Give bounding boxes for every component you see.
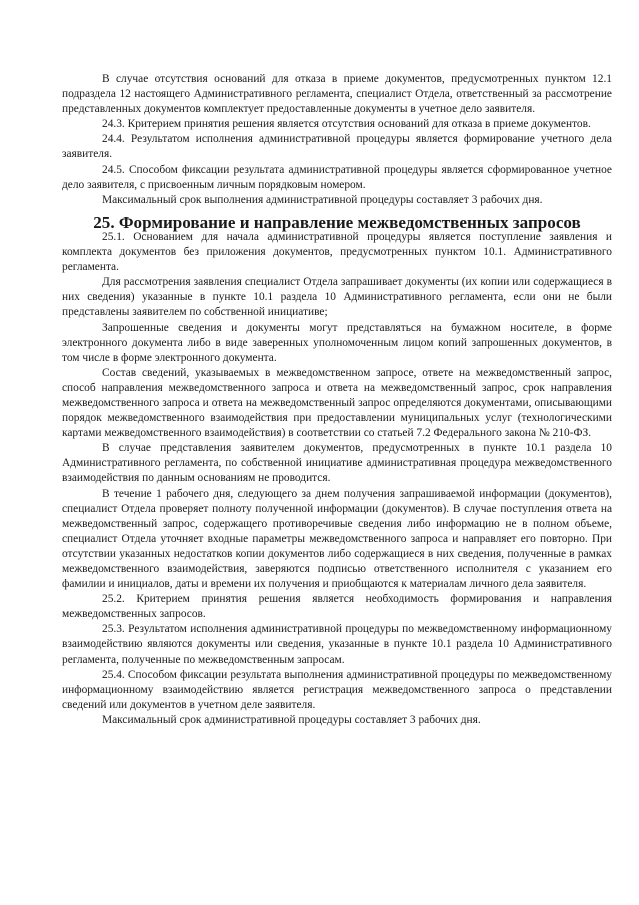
paragraph-25-4: 25.4. Способом фиксации результата выполнения административной процедуры по межведомственному информационному взаимодействию является регистрация межведомственного запроса о представлении сведений или документов в учетном деле заявителя. [62,668,612,711]
paragraph-25-max-term: Максимальный срок административной процедуры составляет 3 рабочих дня. [102,713,481,726]
paragraph-25-2: 25.2. Критерием принятия решения является необходимость формирования и направления межведомственных запросов. [62,593,612,621]
paragraph-24-5: 24.5. Способом фиксации результата административной процедуры является сформированное учетное дело заявителя, с присвоенным личным порядковым номером. [62,163,612,191]
paragraph-25-3: 25.3. Результатом исполнения административной процедуры по межведомственному информационному взаимодействию являются документы или сведения, указанные в пункте 10.1 раздела 10 Административного регламента, полученные по межведомственным запросам. [62,623,612,666]
paragraph-25-1: 25.1. Основанием для начала административной процедуры является поступление заявления и комплекта документов без приложения документов, предусмотренных пунктом 10.1. Административного регламента. [62,230,612,274]
section-25-heading: 25. Формирование и направление межведомственных запросов [93,212,581,232]
paragraph-25-check: В течение 1 рабочего дня, следующего за днем получения запрашиваемой информации (документов), специалист Отдела проверяет полноту полученной информации (документов). В случае поступления ответа на межведомственный запрос, содержащего противоречивые сведения либо информацию не в полном объеме, специалист Отдела уточняет входные параметры межведомственного запроса и направляет его повторно. При отсутствии указанных недостатков копии документов либо содержащиеся в них сведения, полученные в рамках межведомственного взаимодействия, заверяются подписью ответственного исполнителя с указанием его фамилии и инициалов, даты и времени их получения и приобщаются к материалам личного дела заявителя. [62,487,612,591]
paragraph-25-request-docs: Для рассмотрения заявления специалист Отдела запрашивает документы (их копии или содержащиеся в них сведения) указанные в пункте 10.1 раздела 10 Административного регламента, если они не были представлены заявителем по собственной инициативе; [62,276,612,319]
paragraph-25-own-initiative: В случае представления заявителем документов, предусмотренных в пункте 10.1 раздела 10 Административного регламента, по собственной инициативе административная процедура межведомственного взаимодействия по данным основаниям не проводится. [62,442,612,485]
document-page [62,72,612,728]
paragraph-25-forms: Запрошенные сведения и документы могут представляться на бумажном носителе, в форме электронного документа либо в виде заверенных уполномоченным лицом копий запрошенных документов, в том числе в форме электронного документа. [62,321,612,364]
paragraph-24-3: 24.3. Критерием принятия решения является отсутствия оснований для отказа в приеме документов. [102,118,591,131]
paragraph-24-max-term: Максимальный срок выполнения административной процедуры составляет 3 рабочих дня. [102,193,543,206]
paragraph-25-composition: Состав сведений, указываемых в межведомственном запросе, ответе на межведомственный запрос, способ направления межведомственного запроса и ответа на межведомственный запрос, срок направления межведомственного запроса и ответа на межведомственный запрос определяются документами, описывающими порядок межведомственного взаимодействия при предоставлении муниципальных услуг (технологическими картами межведомственного взаимодействия) в соответствии со статьей 7.2 Федерального закона № 210-ФЗ. [62,366,612,440]
paragraph-24-case: В случае отсутствия оснований для отказа в приеме документов, предусмотренных пунктом 12.1 подраздела 12 настоящего Административного регламента, специалист Отдела, ответственный за рассмотрение представленных документов комплектует предоставленные документы в учетное дело заявителя. [62,73,612,116]
paragraph-24-4: 24.4. Результатом исполнения административной процедуры является формирование учетного дела заявителя. [62,133,612,161]
